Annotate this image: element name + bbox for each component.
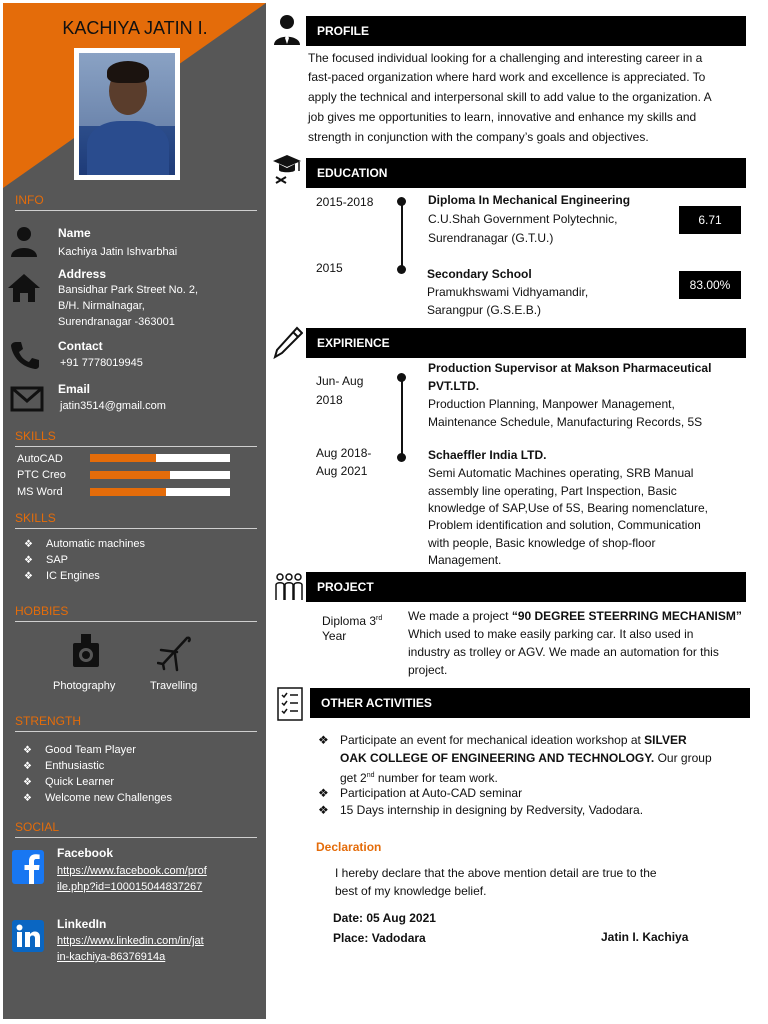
activity-college: OAK COLLEGE OF ENGINEERING AND TECHNOLOGY. [340, 751, 655, 765]
profile-line: fast-paced organization where hard work and excellence is appreciated. To [308, 70, 706, 84]
project-line: Which used to make easily parking car. It also used in [408, 627, 694, 641]
skills-list-heading: SKILLS [15, 511, 257, 529]
experience-title: Production Supervisor at Makson Pharmaceutical [428, 361, 712, 375]
phone-icon [10, 340, 40, 370]
activity-text: number for team work. [374, 771, 498, 785]
checklist-icon [276, 686, 304, 722]
timeline-dot [397, 373, 406, 382]
team-icon [274, 572, 304, 602]
skills-heading: SKILLS [15, 429, 257, 447]
candidate-name: KACHIYA JATIN I. [62, 18, 208, 38]
activity-bullet: ❖ [318, 786, 329, 800]
project-line [408, 607, 742, 626]
activity-line: Participation at Auto-CAD seminar [340, 786, 523, 800]
declaration-date: Date: 05 Aug 2021 [333, 911, 436, 925]
social-heading: SOCIAL [15, 820, 257, 838]
education-line: C.U.Shah Government Polytechnic, [428, 212, 618, 226]
camera-icon [72, 633, 100, 669]
project-header: PROJECT [306, 572, 746, 602]
declaration-line: best of my knowledge belief. [335, 884, 487, 898]
skill-name: MS Word [17, 486, 63, 498]
experience-date: Jun- Aug [316, 374, 364, 388]
education-score: 83.00% [679, 271, 741, 299]
activity-text: Participate an event for mechanical ideation workshop at [340, 733, 645, 747]
skill-item: ❖ SAP [24, 554, 69, 566]
experience-title: PVT.LTD. [428, 379, 480, 393]
activity-line: 15 Days internship in designing by Redversity, Vadodara. [340, 803, 644, 817]
experience-line: Production Planning, Manpower Management, [428, 397, 675, 411]
skill-item-label: Automatic machines [46, 538, 146, 550]
email-label: Email [58, 382, 91, 396]
education-year: 2015 [316, 261, 343, 275]
graduation-cap-icon [272, 153, 302, 185]
strength-item: ❖ Welcome new Challenges [23, 792, 172, 804]
hobby-label: Travelling [150, 680, 198, 692]
strength-item: ❖ Quick Learner [23, 776, 115, 788]
timeline-dot [397, 265, 406, 274]
skill-item: ❖ IC Engines [24, 570, 100, 582]
education-timeline [401, 202, 403, 270]
project-line: project. [408, 663, 448, 677]
experience-line: with people, Basic knowledge of shop-floor [428, 536, 656, 550]
skill-bar [90, 488, 230, 496]
strength-item: ❖ Enthusiastic [23, 760, 105, 772]
businessman-icon [272, 14, 302, 46]
person-icon [10, 226, 38, 258]
project-label-year: Year [322, 629, 347, 643]
project-line: industry as trolley or AGV. We made an automation for this [408, 645, 719, 659]
experience-title: Schaeffler India LTD. [428, 448, 547, 462]
experience-line: Semi Automatic Machines operating, SRB Manual [428, 466, 694, 480]
experience-line: Maintenance Schedule, Manufacturing Records, 5S [428, 415, 703, 429]
profile-photo [74, 48, 180, 180]
hobby-label: Photography [53, 680, 116, 692]
activity-college: SILVER [644, 733, 687, 747]
strength-item: ❖ Good Team Player [23, 744, 136, 756]
pencil-icon [273, 326, 303, 360]
profile-line: strength in conjunction with the company’s goals and objectives. [308, 130, 649, 144]
experience-line: Problem identification and solution, Communication [428, 518, 701, 532]
project-intro: We made a project [408, 609, 512, 623]
strength-label: Welcome new Challenges [45, 792, 172, 804]
experience-date: Aug 2018- [316, 446, 372, 460]
strength-label: Enthusiastic [45, 760, 105, 772]
airplane-icon [157, 636, 191, 672]
linkedin-icon[interactable] [12, 920, 44, 952]
skill-bar-fill [90, 454, 156, 462]
activity-bullet: ❖ [318, 803, 329, 817]
timeline-dot [397, 453, 406, 462]
skill-bar-fill [90, 471, 170, 479]
declaration-line: I hereby declare that the above mention detail are true to the [335, 866, 657, 880]
address-line: Bansidhar Park Street No. 2, [58, 284, 199, 296]
education-line: Pramukhswami Vidhyamandir, [427, 285, 589, 299]
skill-bar-fill [90, 488, 166, 496]
home-icon [7, 272, 41, 304]
activities-header: OTHER ACTIVITIES [310, 688, 750, 718]
strength-label: Quick Learner [45, 776, 115, 788]
education-score: 6.71 [679, 206, 741, 234]
signature: Jatin I. Kachiya [601, 930, 689, 944]
activity-text: Our group [654, 751, 712, 765]
education-header: EDUCATION [306, 158, 746, 188]
contact-label: Contact [58, 339, 103, 353]
skill-name: AutoCAD [17, 453, 63, 465]
skill-item-label: SAP [46, 554, 69, 566]
declaration-heading: Declaration [316, 840, 382, 854]
profile-line: job gives me opportunities to learn, innovative and enhance my skills and [308, 110, 697, 124]
email-value[interactable]: jatin3514@gmail.com [60, 400, 166, 412]
experience-date: Aug 2021 [316, 464, 368, 478]
skill-item-label: IC Engines [46, 570, 100, 582]
name-value: Kachiya Jatin Ishvarbhai [58, 246, 178, 258]
info-heading: INFO [15, 193, 257, 211]
profile-header: PROFILE [306, 16, 746, 46]
experience-header: EXPIRIENCE [306, 328, 746, 358]
facebook-link[interactable]: https://www.facebook.com/prof [57, 865, 207, 877]
linkedin-link[interactable]: in-kachiya-86376914a [57, 951, 166, 963]
declaration-place: Place: Vadodara [333, 931, 426, 945]
experience-timeline [401, 378, 403, 458]
activity-line [340, 731, 687, 750]
strength-label: Good Team Player [45, 744, 136, 756]
facebook-link[interactable]: ile.php?id=100015044837267 [57, 881, 203, 893]
timeline-dot [397, 197, 406, 206]
skill-name: PTC Creo [17, 469, 66, 481]
experience-line: knowledge of SAP,Use of 5S, Bearing nomenclature, [428, 501, 708, 515]
education-line: Sarangpur (G.S.E.B.) [427, 303, 542, 317]
skill-bar [90, 471, 230, 479]
linkedin-label: LinkedIn [57, 917, 107, 931]
name-label: Name [58, 226, 91, 240]
education-line: Surendranagar (G.T.U.) [428, 231, 554, 245]
skill-item: ❖ Automatic machines [24, 538, 146, 550]
activity-sup: nd [366, 772, 375, 779]
project-label-text: Diploma 3 [322, 614, 377, 628]
address-line: Surendranagar -363001 [58, 316, 175, 328]
activity-bullet: ❖ [318, 733, 329, 747]
education-title: Diploma In Mechanical Engineering [428, 193, 631, 207]
facebook-icon[interactable] [12, 850, 44, 884]
experience-line: assembly line operating, Part Inspection, Basic [428, 484, 677, 498]
hobbies-heading: HOBBIES [15, 604, 257, 622]
profile-line: apply the technical and interpersonal skill to add value to the organization. A [308, 90, 712, 104]
address-line: B/H. Nirmalnagar, [58, 300, 145, 312]
activity-text: get 2 [340, 771, 367, 785]
experience-date: 2018 [316, 393, 343, 407]
linkedin-link[interactable]: https://www.linkedin.com/in/jat [57, 935, 204, 947]
contact-value: +91 7778019945 [60, 357, 143, 369]
strength-heading: STRENGTH [15, 714, 257, 732]
education-year: 2015-2018 [316, 195, 374, 209]
facebook-label: Facebook [57, 846, 114, 860]
address-label: Address [58, 267, 107, 281]
experience-line: Management. [428, 553, 502, 567]
mail-icon [10, 386, 44, 412]
skill-bar [90, 454, 230, 462]
project-label-sup: rd [376, 615, 383, 622]
education-title: Secondary School [427, 267, 532, 281]
project-name: “90 DEGREE STEERRING MECHANISM” [511, 609, 742, 623]
profile-line: The focused individual looking for a challenging and interesting career in a [308, 51, 703, 65]
